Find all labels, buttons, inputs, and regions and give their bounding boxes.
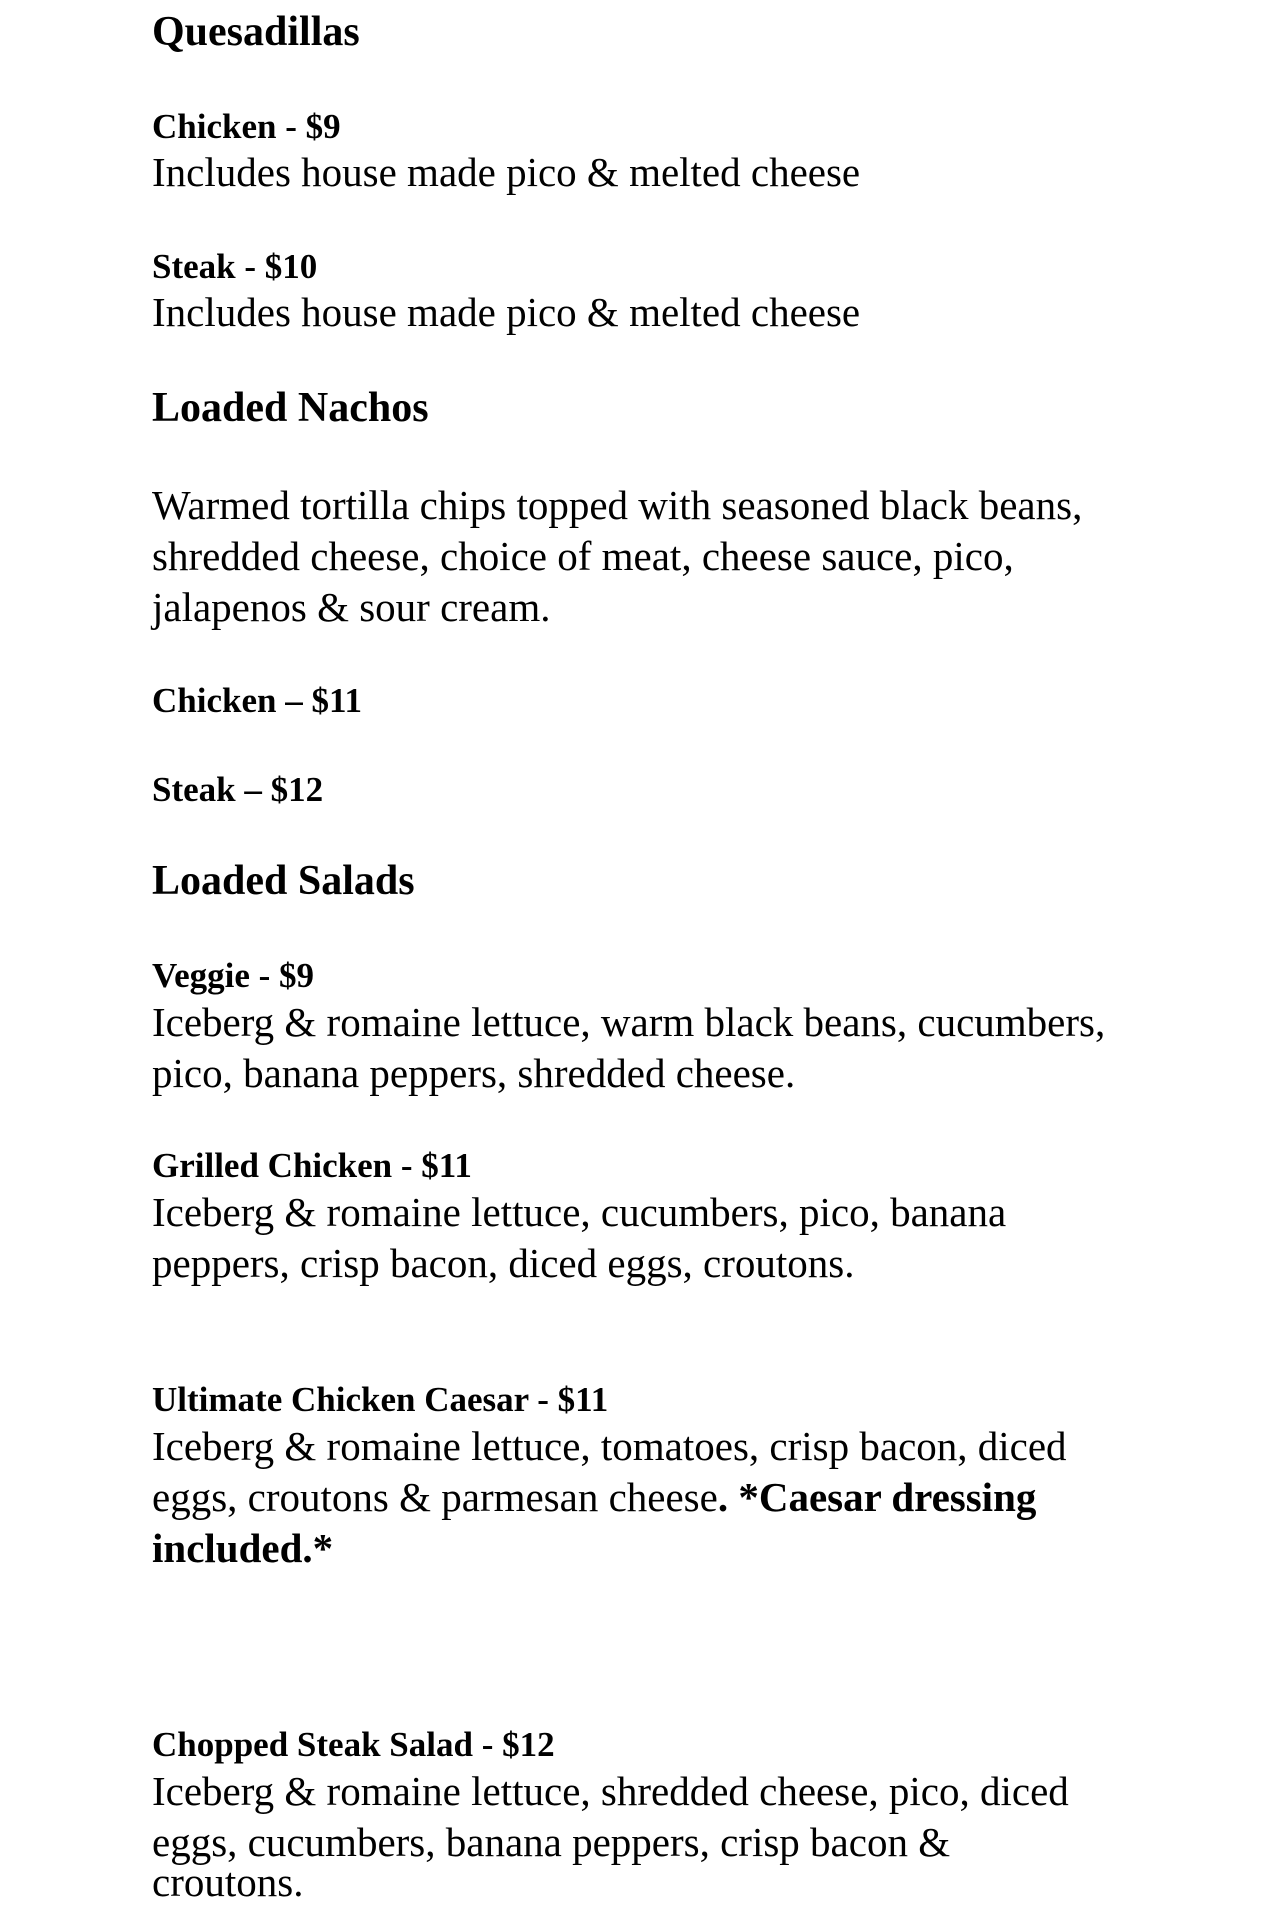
item-name-quesadilla-steak: Steak - $10 (152, 247, 318, 286)
chopped-steak-desc-line-3: croutons. (152, 1859, 304, 1905)
caesar-desc-line-1: Iceberg & romaine lettuce, tomatoes, crisp bacon, diced (152, 1423, 1067, 1469)
item-name-chopped-steak-salad: Chopped Steak Salad - $12 (152, 1725, 555, 1764)
section-title-salads: Loaded Salads (152, 858, 415, 904)
grilled-chicken-desc-line-2: peppers, crisp bacon, diced eggs, croutons. (152, 1240, 855, 1286)
nachos-desc-line-1: Warmed tortilla chips topped with seasoned black beans, (152, 482, 1083, 528)
nachos-desc-line-3: jalapenos & sour cream. (152, 584, 551, 630)
veggie-salad-desc-line-1: Iceberg & romaine lettuce, warm black beans, cucumbers, (152, 999, 1106, 1045)
caesar-dressing-note-line-2: included.* (152, 1525, 334, 1571)
chopped-steak-desc-line-1: Iceberg & romaine lettuce, shredded cheese, pico, diced (152, 1768, 1069, 1814)
caesar-desc-line-2-plain: eggs, croutons & parmesan cheese (152, 1474, 718, 1520)
section-title-nachos: Loaded Nachos (152, 385, 429, 431)
caesar-desc-line-2 (152, 1472, 1036, 1523)
item-desc-quesadilla-chicken: Includes house made pico & melted cheese (152, 149, 861, 195)
item-name-caesar-salad: Ultimate Chicken Caesar - $11 (152, 1380, 609, 1419)
item-desc-quesadilla-steak: Includes house made pico & melted cheese (152, 289, 861, 335)
veggie-salad-desc-line-2: pico, banana peppers, shredded cheese. (152, 1050, 796, 1096)
item-name-quesadilla-chicken: Chicken - $9 (152, 107, 341, 146)
caesar-dressing-note: . *Caesar dressing (717, 1474, 1037, 1520)
item-name-nachos-chicken: Chicken – $11 (152, 681, 363, 720)
item-name-nachos-steak: Steak – $12 (152, 770, 324, 809)
item-name-grilled-chicken-salad: Grilled Chicken - $11 (152, 1146, 472, 1185)
item-name-veggie-salad: Veggie - $9 (152, 956, 315, 995)
nachos-desc-line-2: shredded cheese, choice of meat, cheese sauce, pico, (152, 533, 1014, 579)
grilled-chicken-desc-line-1: Iceberg & romaine lettuce, cucumbers, pico, banana (152, 1189, 1007, 1235)
section-title-quesadillas: Quesadillas (152, 9, 360, 55)
chopped-steak-desc-line-2: eggs, cucumbers, banana peppers, crisp bacon & (152, 1819, 951, 1865)
